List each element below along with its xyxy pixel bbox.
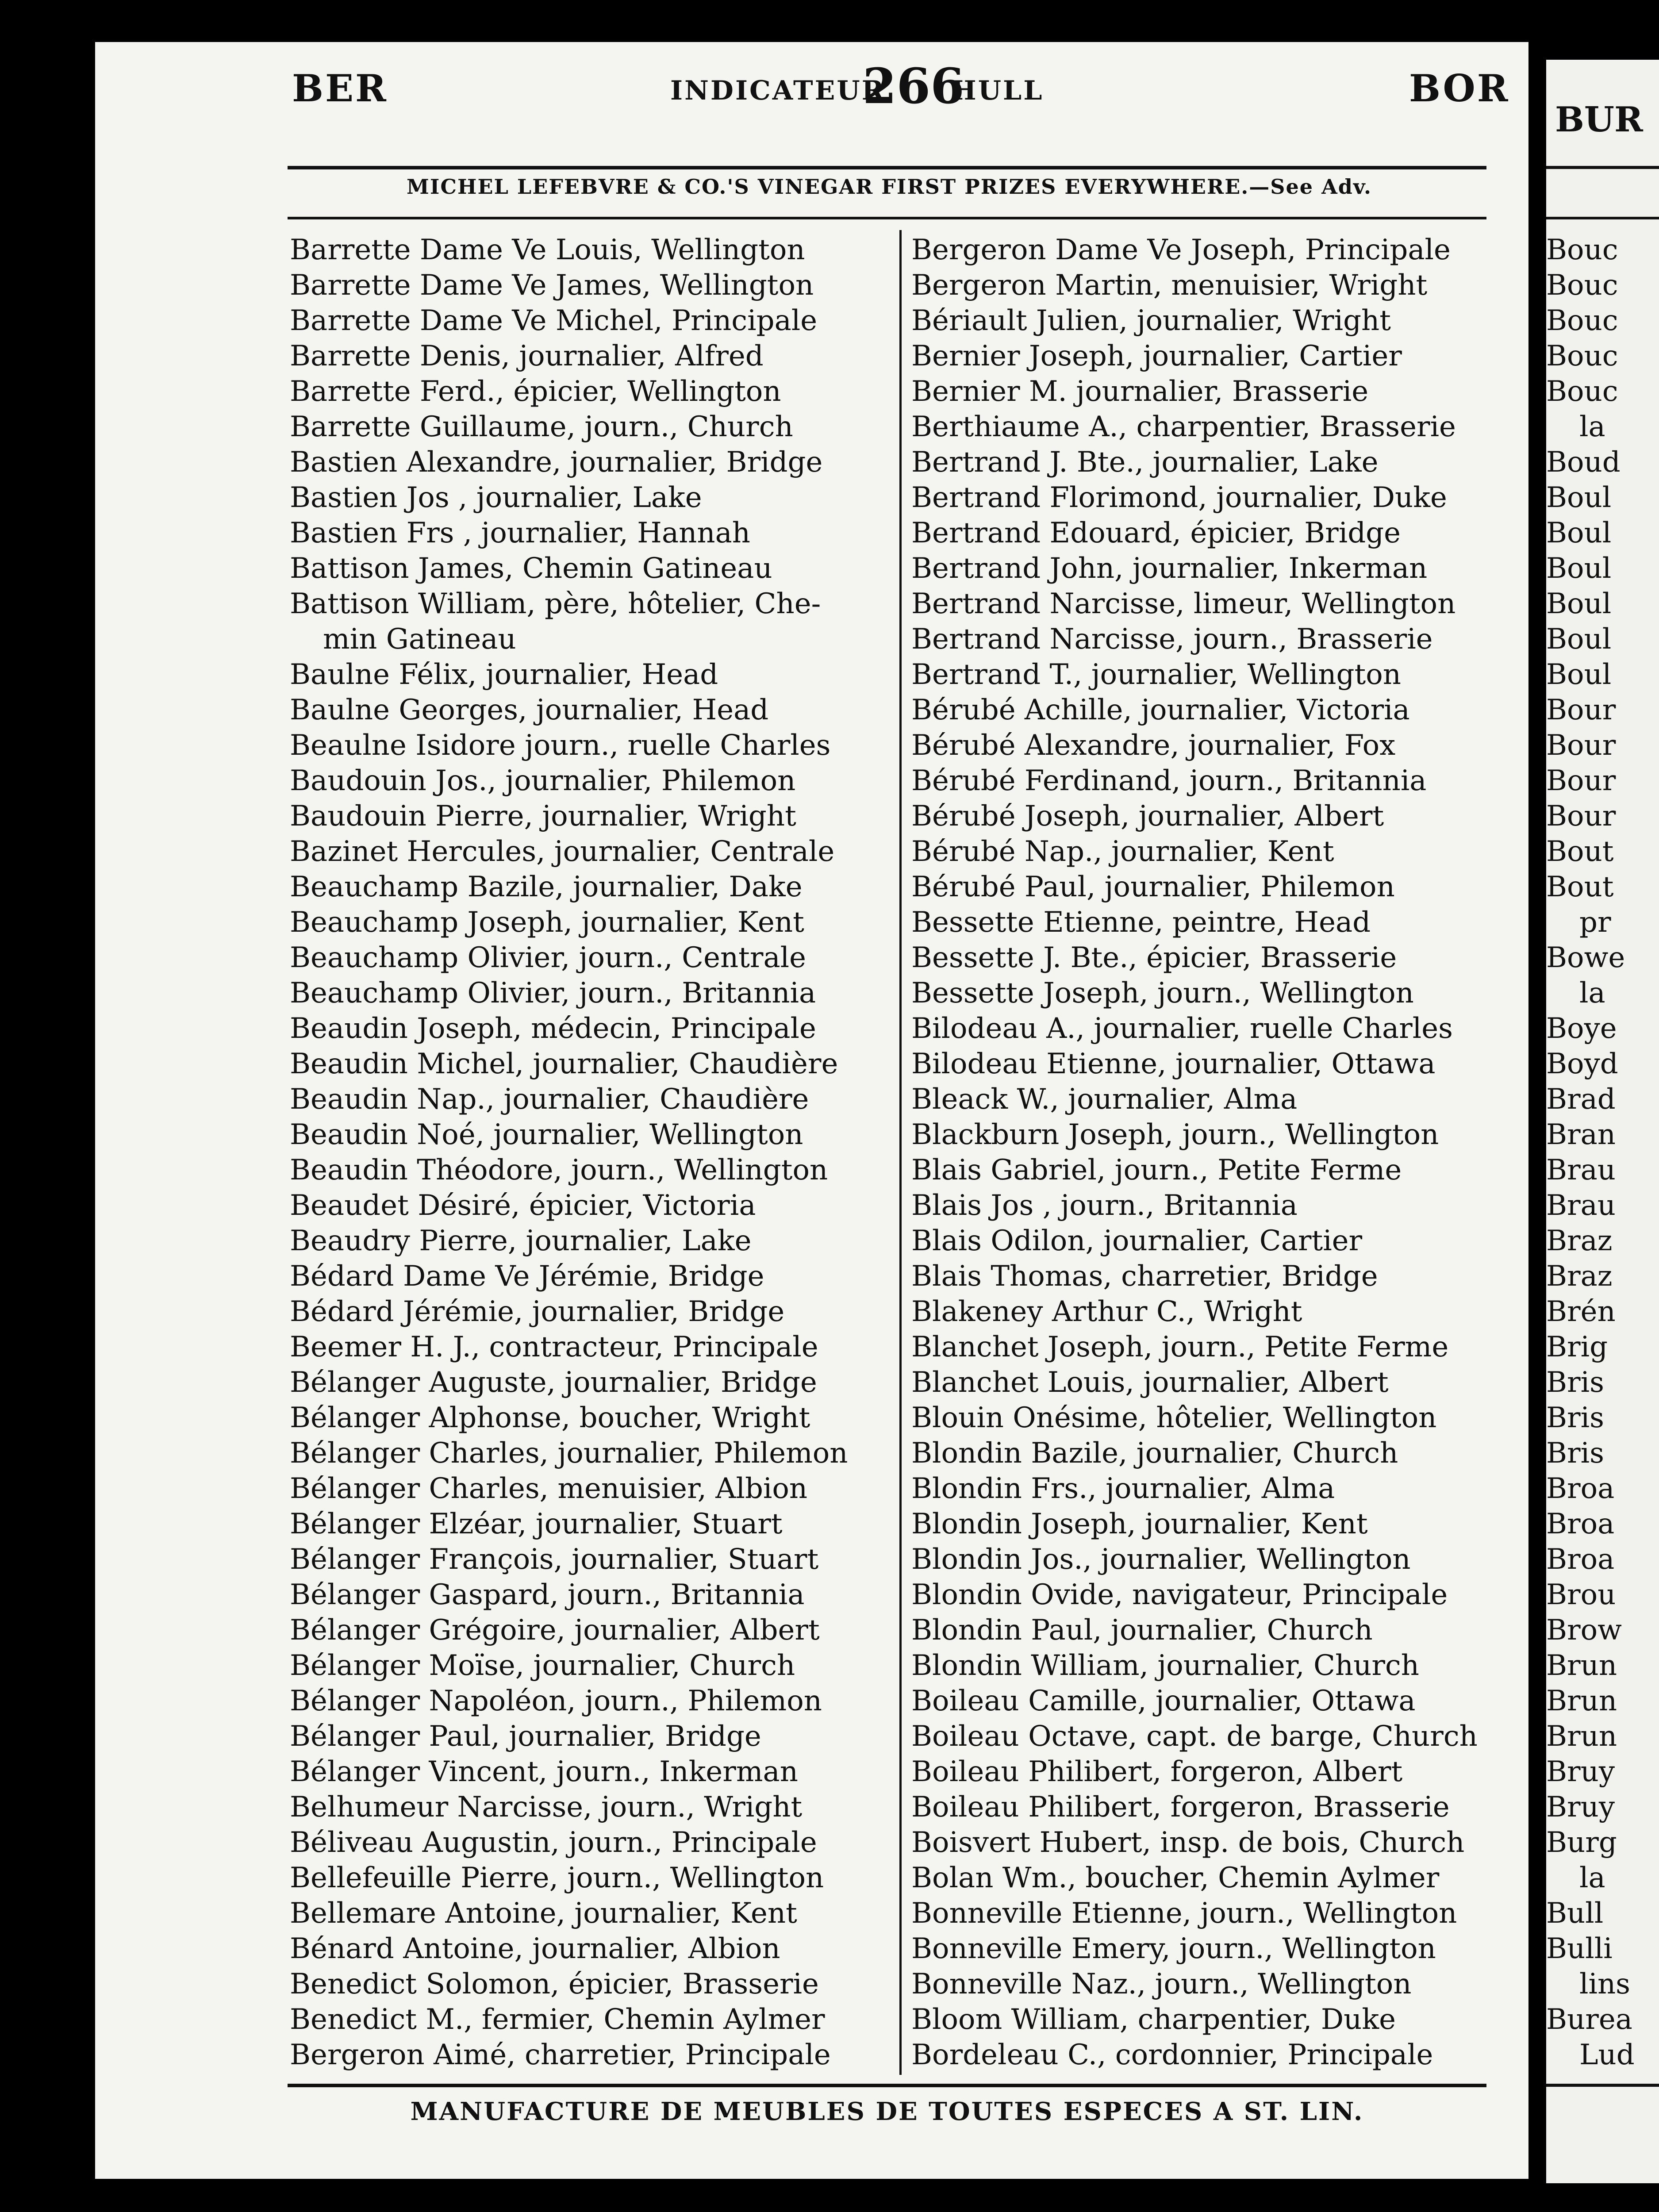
- directory-entry: Bellefeuille Pierre, journ., Wellington: [290, 1862, 824, 1894]
- directory-entry: Bonneville Etienne, journ., Wellington: [911, 1897, 1457, 1930]
- directory-entry: Blais Jos , journ., Britannia: [911, 1189, 1298, 1222]
- directory-entry: Beaulne Isidore journ., ruelle Charles: [290, 729, 831, 762]
- next-page-edge: [1546, 60, 1659, 2183]
- directory-entry: Bertrand John, journalier, Inkerman: [911, 552, 1428, 585]
- directory-entry: Bilodeau Etienne, journalier, Ottawa: [911, 1048, 1436, 1080]
- directory-entry: Battison James, Chemin Gatineau: [290, 552, 772, 585]
- directory-entry: Bastien Jos , journalier, Lake: [290, 481, 702, 514]
- directory-entry: Bélanger François, journalier, Stuart: [290, 1543, 819, 1576]
- directory-entry: Beauchamp Olivier, journ., Centrale: [290, 941, 806, 974]
- next-page-entry: Bour: [1546, 764, 1616, 797]
- next-page-entry: Broa: [1546, 1543, 1615, 1576]
- directory-entry: Bérubé Achille, journalier, Victoria: [911, 694, 1410, 726]
- next-page-entry: Bowe: [1546, 941, 1625, 974]
- next-page-entry: Brad: [1546, 1083, 1616, 1116]
- next-page-entry: Bour: [1546, 729, 1616, 762]
- directory-entry: Baulne Georges, journalier, Head: [290, 694, 769, 726]
- running-head: [190, 58, 1509, 124]
- next-page-column: [1546, 232, 1659, 2073]
- directory-entry: Blondin Jos., journalier, Wellington: [911, 1543, 1411, 1576]
- directory-entry: Bonneville Naz., journ., Wellington: [911, 1968, 1412, 2001]
- directory-entry: Beaudin Michel, journalier, Chaudière: [290, 1048, 838, 1080]
- next-page-entry: Boyd: [1546, 1048, 1618, 1080]
- directory-entry: Bessette J. Bte., épicier, Brasserie: [911, 941, 1397, 974]
- directory-entry: Bélanger Grégoire, journalier, Albert: [290, 1614, 820, 1647]
- next-page-entry: Bulli: [1546, 1932, 1613, 1965]
- directory-entry: Bazinet Hercules, journalier, Centrale: [290, 835, 835, 868]
- next-page-entry: Boul: [1546, 517, 1612, 549]
- directory-entry: Bergeron Dame Ve Joseph, Principale: [911, 234, 1451, 266]
- directory-entry: Benedict M., fermier, Chemin Aylmer: [290, 2003, 825, 2036]
- directory-entry: Beauchamp Bazile, journalier, Dake: [290, 871, 803, 903]
- next-page-entry-continuation: pr: [1579, 906, 1611, 939]
- directory-entry: Bessette Joseph, journ., Wellington: [911, 977, 1414, 1010]
- directory-entry: Bessette Etienne, peintre, Head: [911, 906, 1371, 939]
- directory-entry: Bernier M. journalier, Brasserie: [911, 375, 1369, 408]
- directory-entry: Beemer H. J., contracteur, Principale: [290, 1331, 818, 1363]
- directory-entry: Boileau Philibert, forgeron, Albert: [911, 1755, 1403, 1788]
- advert-top: MICHEL LEFEBVRE & CO.'S VINEGAR FIRST PRIZES EVERYWHERE.—See Adv.: [406, 175, 1372, 199]
- directory-entry: Bellemare Antoine, journalier, Kent: [290, 1897, 797, 1930]
- directory-entry: Benedict Solomon, épicier, Brasserie: [290, 1968, 819, 2001]
- directory-entry: Bélanger Auguste, journalier, Bridge: [290, 1366, 817, 1399]
- next-page-entry-continuation: la: [1579, 411, 1605, 443]
- next-page-footer-rule: [1546, 2084, 1659, 2087]
- footer-rule: [288, 2084, 1486, 2087]
- directory-entry: Bordeleau C., cordonnier, Principale: [911, 2039, 1433, 2071]
- next-page-entry: Bouc: [1546, 375, 1618, 408]
- directory-entry: Blackburn Joseph, journ., Wellington: [911, 1118, 1439, 1151]
- directory-entry: Blondin Ovide, navigateur, Principale: [911, 1578, 1448, 1611]
- next-page-entry: Boul: [1546, 552, 1612, 585]
- directory-entry: Boileau Octave, capt. de barge, Church: [911, 1720, 1478, 1753]
- directory-entry: Blanchet Louis, journalier, Albert: [911, 1366, 1389, 1399]
- next-page-entry: Bris: [1546, 1402, 1604, 1434]
- next-page-entry: Bouc: [1546, 234, 1618, 266]
- directory-entry: Bélanger Vincent, journ., Inkerman: [290, 1755, 798, 1788]
- next-page-entry: Braz: [1546, 1225, 1613, 1257]
- directory-entry: Barrette Dame Ve Michel, Principale: [290, 304, 818, 337]
- directory-entry: Beauchamp Joseph, journalier, Kent: [290, 906, 804, 939]
- next-page-entry: Bris: [1546, 1437, 1604, 1470]
- directory-entry: Blais Gabriel, journ., Petite Ferme: [911, 1154, 1402, 1187]
- next-page-entry: Braz: [1546, 1260, 1613, 1293]
- directory-entry: Bélanger Napoléon, journ., Philemon: [290, 1685, 822, 1717]
- next-page-entry: Brig: [1546, 1331, 1608, 1363]
- next-page-header-rule: [1546, 166, 1659, 169]
- directory-entry: Bélanger Charles, menuisier, Albion: [290, 1472, 808, 1505]
- directory-entry: Blondin Paul, journalier, Church: [911, 1614, 1373, 1647]
- directory-entry: Boileau Philibert, forgeron, Brasserie: [911, 1791, 1450, 1824]
- directory-entry: Bélanger Elzéar, journalier, Stuart: [290, 1508, 783, 1540]
- directory-entry: Blanchet Joseph, journ., Petite Ferme: [911, 1331, 1449, 1363]
- running-head-right-key: BOR: [1409, 66, 1510, 110]
- next-page-entry: Broa: [1546, 1508, 1615, 1540]
- directory-entry: Battison William, père, hôtelier, Che-: [290, 588, 821, 620]
- directory-entry: Baudouin Jos., journalier, Philemon: [290, 764, 796, 797]
- directory-entry: Barrette Dame Ve Louis, Wellington: [290, 234, 805, 266]
- directory-entry: Bérubé Joseph, journalier, Albert: [911, 800, 1384, 833]
- directory-entry: Beaudin Nap., journalier, Chaudière: [290, 1083, 809, 1116]
- next-page-entry: Brén: [1546, 1295, 1616, 1328]
- next-page-entry: Brun: [1546, 1720, 1617, 1753]
- running-head-place: HULL: [951, 75, 1044, 106]
- directory-entry: Bérubé Nap., journalier, Kent: [911, 835, 1334, 868]
- directory-entry: Baulne Félix, journalier, Head: [290, 658, 718, 691]
- next-page-entry: Burg: [1546, 1826, 1617, 1859]
- next-page-entry: Bouc: [1546, 269, 1618, 302]
- next-page-entry: Brau: [1546, 1189, 1616, 1222]
- directory-entry: Bergeron Aimé, charretier, Principale: [290, 2039, 831, 2071]
- next-page-entry: Brun: [1546, 1685, 1617, 1717]
- directory-entry: Barrette Guillaume, journ., Church: [290, 411, 793, 443]
- next-page-entry: Bour: [1546, 694, 1616, 726]
- directory-entry: Bastien Alexandre, journalier, Bridge: [290, 446, 823, 479]
- directory-entry: Bonneville Emery, journ., Wellington: [911, 1932, 1436, 1965]
- next-page-entry: Brun: [1546, 1649, 1617, 1682]
- directory-entry: Bilodeau A., journalier, ruelle Charles: [911, 1012, 1453, 1045]
- next-page-entry-continuation: lins: [1579, 1968, 1630, 2001]
- next-page-entry-continuation: la: [1579, 977, 1605, 1010]
- next-page-advert-rule: [1546, 217, 1659, 219]
- directory-entry: Bastien Frs , journalier, Hannah: [290, 517, 750, 549]
- advert-bottom: MANUFACTURE DE MEUBLES DE TOUTES ESPECES A ST. LIN.: [410, 2097, 1364, 2126]
- next-page-entry: Bull: [1546, 1897, 1604, 1930]
- directory-entry: Bleack W., journalier, Alma: [911, 1083, 1298, 1116]
- left-column: [290, 232, 894, 2073]
- next-page-entry-continuation: la: [1579, 1862, 1605, 1894]
- next-page-entry: Bouc: [1546, 340, 1618, 373]
- directory-entry: Bernier Joseph, journalier, Cartier: [911, 340, 1402, 373]
- next-page-entry: Bran: [1546, 1118, 1616, 1151]
- next-page-entry: Boul: [1546, 658, 1612, 691]
- directory-entry: Barrette Ferd., épicier, Wellington: [290, 375, 781, 408]
- next-page-entry: Bruy: [1546, 1791, 1615, 1824]
- next-page-entry: Brau: [1546, 1154, 1616, 1187]
- page-number: 266: [863, 58, 964, 115]
- directory-entry: Bélanger Moïse, journalier, Church: [290, 1649, 795, 1682]
- directory-entry: Bélanger Charles, journalier, Philemon: [290, 1437, 848, 1470]
- column-divider: [899, 230, 902, 2075]
- next-page-entry: Boul: [1546, 623, 1612, 656]
- next-page-entry: Boul: [1546, 588, 1612, 620]
- directory-entry: Bertrand Edouard, épicier, Bridge: [911, 517, 1401, 549]
- directory-entry: Blondin William, journalier, Church: [911, 1649, 1419, 1682]
- directory-entry: Bélanger Gaspard, journ., Britannia: [290, 1578, 805, 1611]
- next-page-entry: Boye: [1546, 1012, 1617, 1045]
- directory-entry: Blondin Frs., journalier, Alma: [911, 1472, 1335, 1505]
- directory-entry: Boisvert Hubert, insp. de bois, Church: [911, 1826, 1465, 1859]
- directory-entry: Beaudin Joseph, médecin, Principale: [290, 1012, 816, 1045]
- next-page-entry: Broa: [1546, 1472, 1615, 1505]
- directory-entry: Bénard Antoine, journalier, Albion: [290, 1932, 780, 1965]
- directory-entry: Bertrand T., journalier, Wellington: [911, 658, 1401, 691]
- next-page-entry: Boul: [1546, 481, 1612, 514]
- running-head-title: INDICATEUR: [670, 75, 886, 106]
- next-page-entry: Bout: [1546, 835, 1614, 868]
- directory-entry: Blais Thomas, charretier, Bridge: [911, 1260, 1378, 1293]
- next-page-entry: Boud: [1546, 446, 1621, 479]
- next-page-entry: Bruy: [1546, 1755, 1615, 1788]
- directory-entry: Bériault Julien, journalier, Wright: [911, 304, 1391, 337]
- directory-entry: Bélanger Paul, journalier, Bridge: [290, 1720, 761, 1753]
- directory-entry: Bertrand Narcisse, limeur, Wellington: [911, 588, 1456, 620]
- directory-entry: Beauchamp Olivier, journ., Britannia: [290, 977, 816, 1010]
- directory-entry: Bertrand Florimond, journalier, Duke: [911, 481, 1447, 514]
- next-page-entry: Bout: [1546, 871, 1614, 903]
- directory-entry: Boileau Camille, journalier, Ottawa: [911, 1685, 1416, 1717]
- directory-entry: Barrette Dame Ve James, Wellington: [290, 269, 814, 302]
- next-page-entry: Brow: [1546, 1614, 1622, 1647]
- directory-entry-continuation: min Gatineau: [323, 623, 516, 656]
- directory-entry: Blondin Bazile, journalier, Church: [911, 1437, 1398, 1470]
- directory-entry: Beaudin Théodore, journ., Wellington: [290, 1154, 828, 1187]
- directory-entry: Belhumeur Narcisse, journ., Wright: [290, 1791, 803, 1824]
- next-page-head: BUR: [1555, 100, 1643, 140]
- next-page-entry: Bouc: [1546, 304, 1618, 337]
- directory-entry: Bloom William, charpentier, Duke: [911, 2003, 1396, 2036]
- directory-entry: Blouin Onésime, hôtelier, Wellington: [911, 1402, 1437, 1434]
- next-page-entry: Burea: [1546, 2003, 1632, 2036]
- directory-entry: Bélanger Alphonse, boucher, Wright: [290, 1402, 810, 1434]
- directory-entry: Bédard Jérémie, journalier, Bridge: [290, 1295, 785, 1328]
- next-page-entry: Bris: [1546, 1366, 1604, 1399]
- next-page-entry: Brou: [1546, 1578, 1616, 1611]
- directory-entry: Beaudin Noé, journalier, Wellington: [290, 1118, 803, 1151]
- directory-entry: Bédard Dame Ve Jérémie, Bridge: [290, 1260, 764, 1293]
- directory-entry: Blakeney Arthur C., Wright: [911, 1295, 1302, 1328]
- directory-entry: Bertrand Narcisse, journ., Brasserie: [911, 623, 1433, 656]
- directory-entry: Bérubé Ferdinand, journ., Britannia: [911, 764, 1427, 797]
- directory-entry: Blondin Joseph, journalier, Kent: [911, 1508, 1368, 1540]
- directory-entry: Bertrand J. Bte., journalier, Lake: [911, 446, 1379, 479]
- directory-entry: Bérubé Alexandre, journalier, Fox: [911, 729, 1396, 762]
- next-page-entry: Bour: [1546, 800, 1616, 833]
- directory-entry: Bérubé Paul, journalier, Philemon: [911, 871, 1395, 903]
- running-head-left-key: BER: [292, 66, 388, 110]
- advert-rule: [288, 217, 1486, 219]
- directory-entry: Barrette Denis, journalier, Alfred: [290, 340, 764, 373]
- next-page-entry-continuation: Lud: [1579, 2039, 1635, 2071]
- directory-entry: Blais Odilon, journalier, Cartier: [911, 1225, 1363, 1257]
- right-column: [911, 232, 1486, 2073]
- directory-entry: Bergeron Martin, menuisier, Wright: [911, 269, 1428, 302]
- directory-entry: Beaudry Pierre, journalier, Lake: [290, 1225, 752, 1257]
- directory-entry: Baudouin Pierre, journalier, Wright: [290, 800, 796, 833]
- directory-entry: Beaudet Désiré, épicier, Victoria: [290, 1189, 756, 1222]
- directory-entry: Béliveau Augustin, journ., Principale: [290, 1826, 817, 1859]
- header-rule: [288, 166, 1486, 169]
- directory-entry: Bolan Wm., boucher, Chemin Aylmer: [911, 1862, 1440, 1894]
- directory-entry: Berthiaume A., charpentier, Brasserie: [911, 411, 1456, 443]
